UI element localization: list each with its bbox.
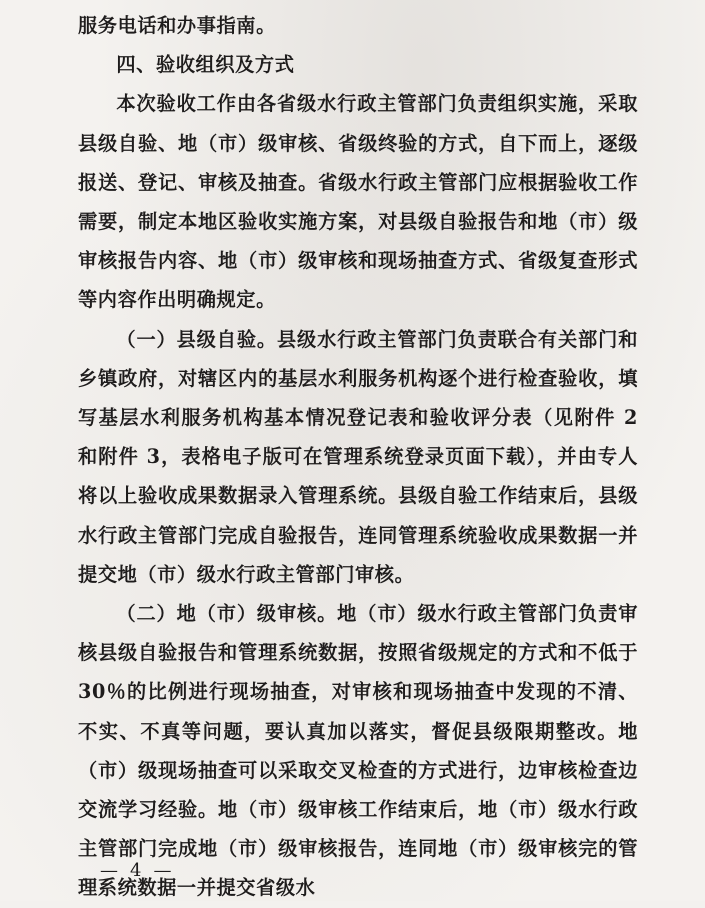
page-footer xyxy=(90,860,183,881)
page-number: 4 xyxy=(130,860,144,881)
page-dash-left: — xyxy=(100,860,120,881)
paragraph-service-line: 服务电话和办事指南。 xyxy=(78,14,276,37)
page-dash-right: — xyxy=(153,860,174,881)
paragraph-organization: 本次验收工作由各省级水行政主管部门负责组织实施，采取县级自验、地（市）级审核、省级终验的方式，自下而上，逐级报送、登记、审核及抽查。省级水行政主管部门应根据验收工作需要，制定本地区验收实施方案，对县级自验报告和地（市）级审核报告内容、地（市）级审核和现场抽查方式、省级复查形式等内容作出明确规定。 xyxy=(78,92,638,312)
document-body xyxy=(78,6,638,908)
paragraph-county-self-check: （一）县级自验。县级水行政主管部门负责联合有关部门和乡镇政府，对辖区内的基层水利服务机构逐个进行检查验收，填写基层水利服务机构基本情况登记表和验收评分表（见附件 2 和附件 3，表格电子版可在管理系统登录页面下载），并由专人将以上验收成果数据录入管理系统。县级自验工作结束后，县级水行政主管部门完成自验报告，连同管理系统验收成果数据一并提交地（市）级水行政主管部门审核。 xyxy=(78,327,638,586)
section-heading-4: 四、验收组织及方式 xyxy=(116,53,295,77)
paragraph-city-review: （二）地（市）级审核。地（市）级水行政主管部门负责审核县级自验报告和管理系统数据，按照省级规定的方式和不低于 30％的比例进行现场抽查，对审核和现场抽查中发现的不清、不实、不真等问题，要认真加以落实，督促县级限期整改。地（市）级现场抽查可以采取交叉检查的方式进行，边审核检查边交流学习经验。地（市）级审核工作结束后，地（市）级水行政主管部门完成地（市）级审核报告，连同地（市）级审核完的管理系统数据一并提交省级水 xyxy=(78,602,638,900)
